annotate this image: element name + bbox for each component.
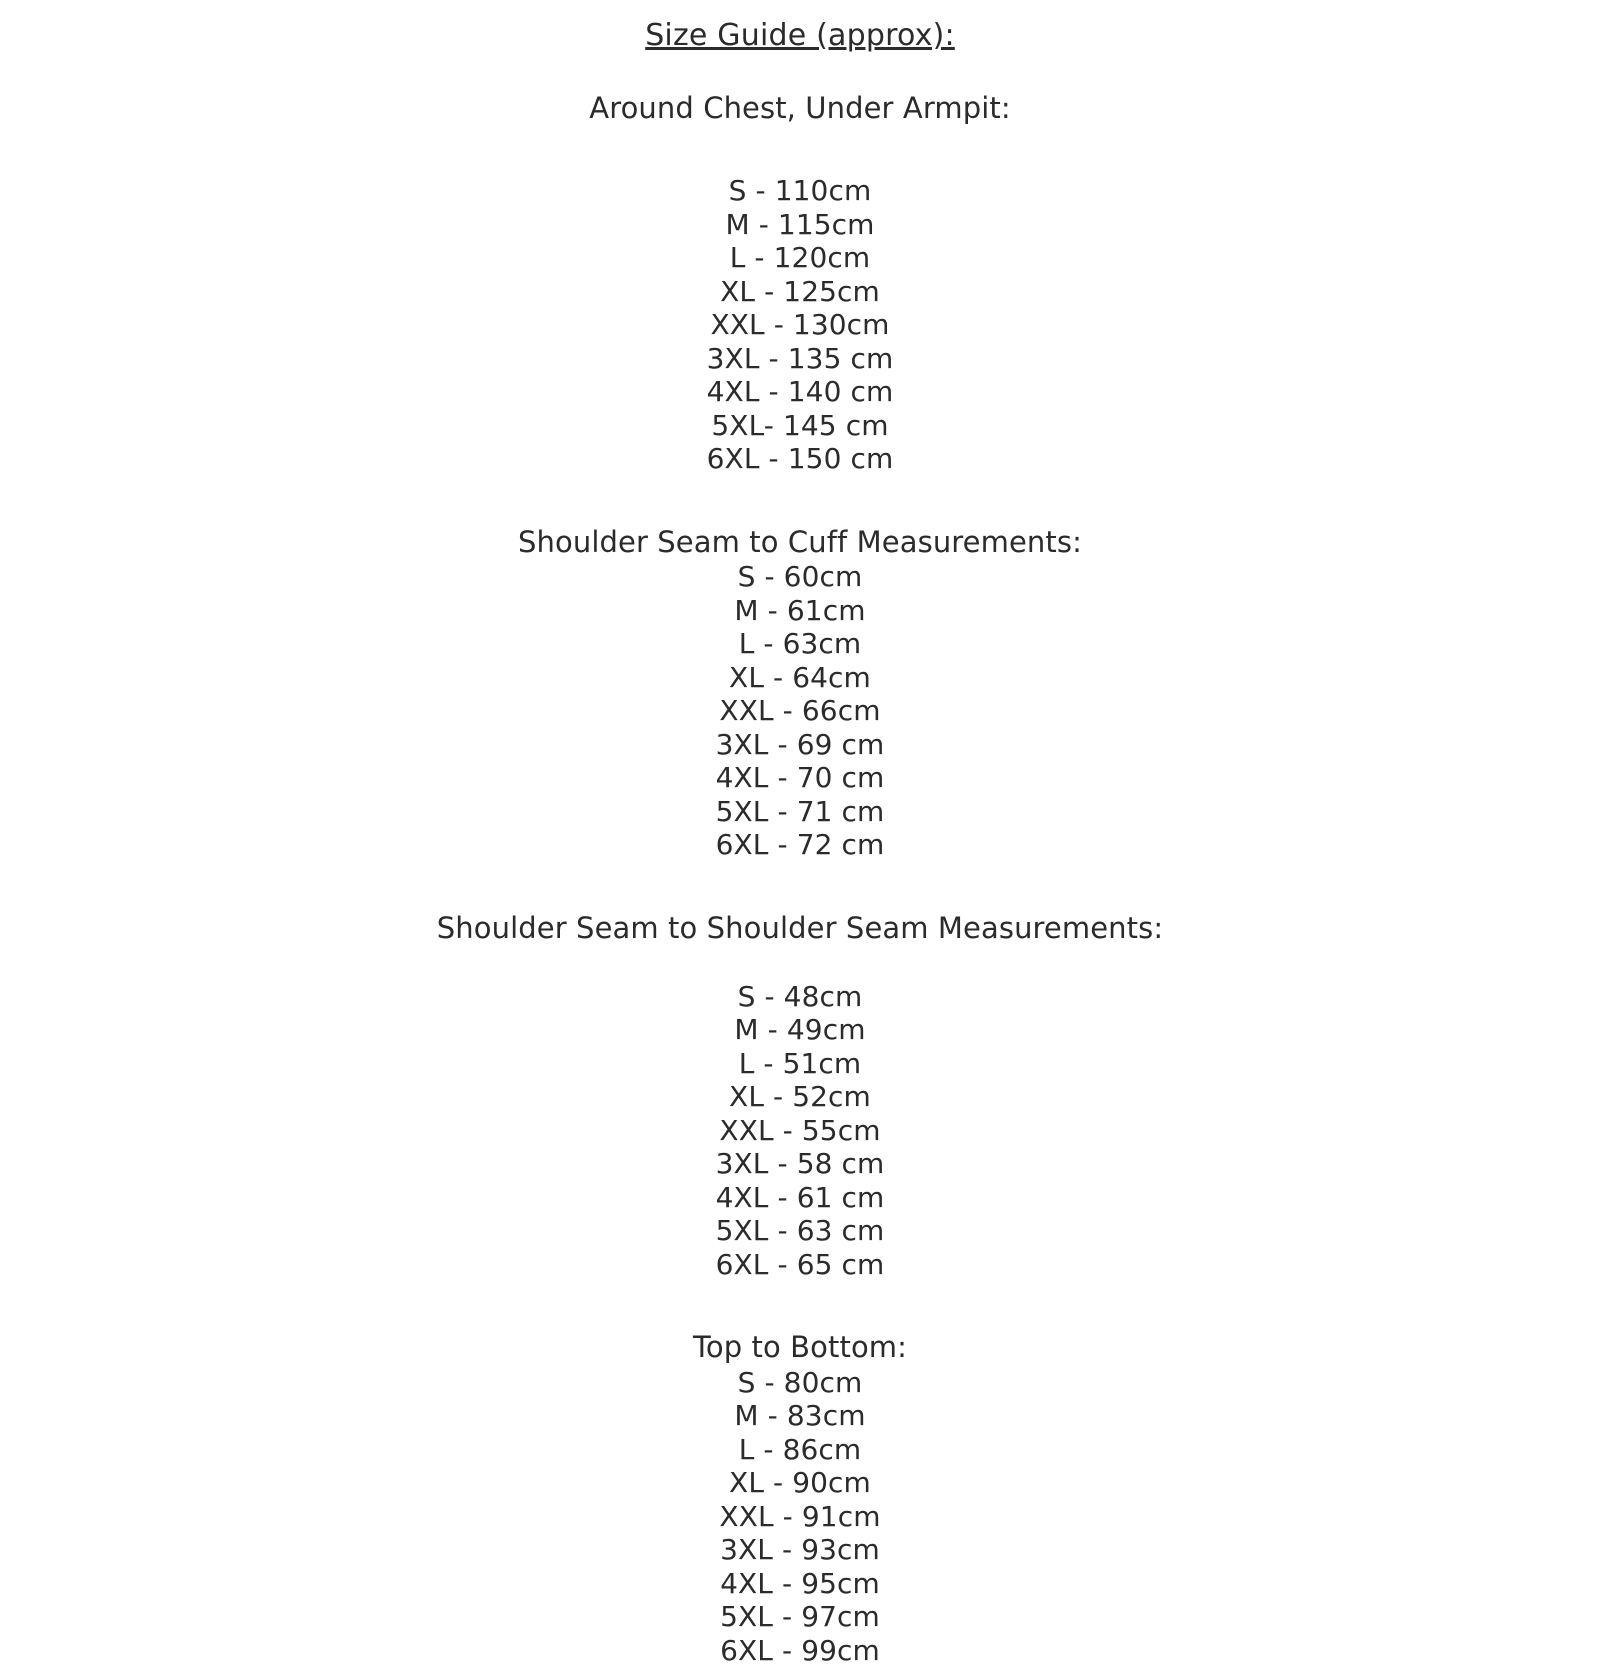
list-item: XXL - 91cm: [0, 1500, 1600, 1534]
list-item: M - 115cm: [0, 208, 1600, 242]
list-item: XXL - 130cm: [0, 308, 1600, 342]
list-item: M - 83cm: [0, 1399, 1600, 1433]
list-item: 5XL - 63 cm: [0, 1214, 1600, 1248]
section-heading-shoulder-to-cuff: Shoulder Seam to Cuff Measurements:: [0, 524, 1600, 560]
list-item: 3XL - 69 cm: [0, 728, 1600, 762]
list-item: 6XL - 99cm: [0, 1634, 1600, 1667]
list-item: 3XL - 58 cm: [0, 1147, 1600, 1181]
list-item: XL - 90cm: [0, 1466, 1600, 1500]
section-heading-chest: Around Chest, Under Armpit:: [0, 90, 1600, 126]
list-item: L - 120cm: [0, 241, 1600, 275]
spacer: [0, 862, 1600, 910]
section-top-to-bottom: [0, 1329, 1600, 1667]
list-item: XL - 64cm: [0, 661, 1600, 695]
list-item: XL - 52cm: [0, 1080, 1600, 1114]
list-item: 6XL - 150 cm: [0, 442, 1600, 476]
spacer: [0, 126, 1600, 174]
spacer: [0, 946, 1600, 980]
section-chest: [0, 90, 1600, 476]
list-item: 6XL - 65 cm: [0, 1248, 1600, 1282]
list-item: 4XL - 61 cm: [0, 1181, 1600, 1215]
list-item: XXL - 55cm: [0, 1114, 1600, 1148]
measurement-list-shoulder-to-cuff: [0, 560, 1600, 862]
spacer: [0, 1281, 1600, 1329]
list-item: S - 110cm: [0, 174, 1600, 208]
measurement-list-chest: [0, 174, 1600, 476]
measurement-list-top-to-bottom: [0, 1366, 1600, 1667]
section-shoulder-to-cuff: [0, 524, 1600, 862]
list-item: 4XL - 70 cm: [0, 761, 1600, 795]
list-item: 6XL - 72 cm: [0, 828, 1600, 862]
section-shoulder-to-shoulder: [0, 910, 1600, 1282]
section-heading-shoulder-to-shoulder: Shoulder Seam to Shoulder Seam Measurements:: [0, 910, 1600, 946]
list-item: 4XL - 140 cm: [0, 375, 1600, 409]
list-item: XXL - 66cm: [0, 694, 1600, 728]
measurement-list-shoulder-to-shoulder: [0, 980, 1600, 1282]
list-item: L - 63cm: [0, 627, 1600, 661]
list-item: L - 51cm: [0, 1047, 1600, 1081]
list-item: M - 49cm: [0, 1013, 1600, 1047]
list-item: M - 61cm: [0, 594, 1600, 628]
list-item: 5XL - 97cm: [0, 1600, 1600, 1634]
list-item: 5XL- 145 cm: [0, 409, 1600, 443]
list-item: 3XL - 135 cm: [0, 342, 1600, 376]
section-heading-top-to-bottom: Top to Bottom:: [0, 1329, 1600, 1365]
list-item: 3XL - 93cm: [0, 1533, 1600, 1567]
list-item: 4XL - 95cm: [0, 1567, 1600, 1601]
list-item: XL - 125cm: [0, 275, 1600, 309]
list-item: S - 60cm: [0, 560, 1600, 594]
page-title: Size Guide (approx):: [0, 18, 1600, 54]
list-item: S - 48cm: [0, 980, 1600, 1014]
list-item: S - 80cm: [0, 1366, 1600, 1400]
list-item: L - 86cm: [0, 1433, 1600, 1467]
list-item: 5XL - 71 cm: [0, 795, 1600, 829]
spacer: [0, 476, 1600, 524]
